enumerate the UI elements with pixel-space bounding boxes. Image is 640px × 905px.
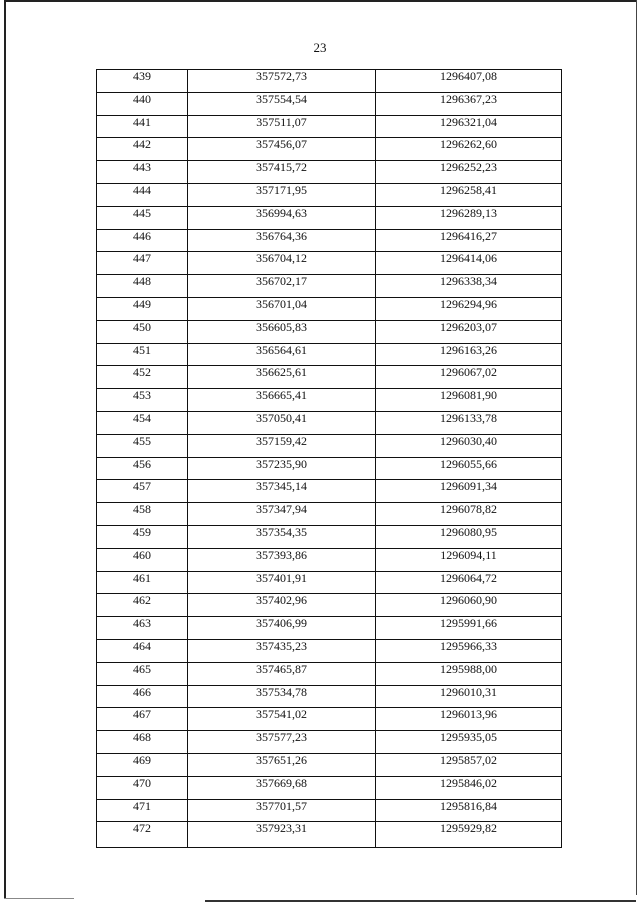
- x-coordinate-cell: 357651,26: [188, 753, 376, 776]
- table-row: [97, 685, 562, 708]
- y-coordinate-cell: 1296094,11: [376, 548, 562, 571]
- point-number-cell: 455: [97, 434, 188, 457]
- x-coordinate-cell: 356665,41: [188, 389, 376, 412]
- point-number-cell: 460: [97, 548, 188, 571]
- page-edge-left: [4, 0, 6, 899]
- table-row: [97, 297, 562, 320]
- y-coordinate-cell: 1296013,96: [376, 708, 562, 731]
- point-number-cell: 449: [97, 297, 188, 320]
- y-coordinate-cell: 1296080,95: [376, 525, 562, 548]
- y-coordinate-cell: 1296203,07: [376, 320, 562, 343]
- table-row: [97, 594, 562, 617]
- y-coordinate-cell: 1295929,82: [376, 822, 562, 848]
- y-coordinate-cell: 1296321,04: [376, 115, 562, 138]
- x-coordinate-cell: 357534,78: [188, 685, 376, 708]
- x-coordinate-cell: 357701,57: [188, 799, 376, 822]
- page-edge-bottom-left: [4, 898, 74, 899]
- point-number-cell: 445: [97, 206, 188, 229]
- table-row: [97, 138, 562, 161]
- table-row: [97, 731, 562, 754]
- point-number-cell: 454: [97, 411, 188, 434]
- table-row: [97, 662, 562, 685]
- x-coordinate-cell: 356701,04: [188, 297, 376, 320]
- point-number-cell: 443: [97, 161, 188, 184]
- point-number-cell: 469: [97, 753, 188, 776]
- table-row: [97, 457, 562, 480]
- y-coordinate-cell: 1296030,40: [376, 434, 562, 457]
- point-number-cell: 450: [97, 320, 188, 343]
- x-coordinate-cell: 357171,95: [188, 183, 376, 206]
- y-coordinate-cell: 1295935,05: [376, 731, 562, 754]
- x-coordinate-cell: 357541,02: [188, 708, 376, 731]
- x-coordinate-cell: 356564,61: [188, 343, 376, 366]
- y-coordinate-cell: 1295857,02: [376, 753, 562, 776]
- table-row: [97, 480, 562, 503]
- x-coordinate-cell: 357406,99: [188, 617, 376, 640]
- x-coordinate-cell: 357554,54: [188, 92, 376, 115]
- table-row: [97, 822, 562, 848]
- y-coordinate-cell: 1295846,02: [376, 776, 562, 799]
- point-number-cell: 440: [97, 92, 188, 115]
- point-number-cell: 459: [97, 525, 188, 548]
- x-coordinate-cell: 356764,36: [188, 229, 376, 252]
- point-number-cell: 447: [97, 252, 188, 275]
- point-number-cell: 466: [97, 685, 188, 708]
- point-number-cell: 472: [97, 822, 188, 848]
- page-edge-top: [6, 0, 636, 2]
- x-coordinate-cell: 357923,31: [188, 822, 376, 848]
- table-row: [97, 320, 562, 343]
- point-number-cell: 463: [97, 617, 188, 640]
- point-number-cell: 458: [97, 503, 188, 526]
- y-coordinate-cell: 1295966,33: [376, 639, 562, 662]
- table-row: [97, 252, 562, 275]
- x-coordinate-cell: 357393,86: [188, 548, 376, 571]
- table-row: [97, 92, 562, 115]
- x-coordinate-cell: 357354,35: [188, 525, 376, 548]
- x-coordinate-cell: 356605,83: [188, 320, 376, 343]
- y-coordinate-cell: 1296078,82: [376, 503, 562, 526]
- point-number-cell: 467: [97, 708, 188, 731]
- table-row: [97, 503, 562, 526]
- point-number-cell: 471: [97, 799, 188, 822]
- y-coordinate-cell: 1296416,27: [376, 229, 562, 252]
- point-number-cell: 439: [97, 70, 188, 93]
- table-row: [97, 548, 562, 571]
- point-number-cell: 456: [97, 457, 188, 480]
- x-coordinate-cell: 357456,07: [188, 138, 376, 161]
- point-number-cell: 457: [97, 480, 188, 503]
- y-coordinate-cell: 1295991,66: [376, 617, 562, 640]
- y-coordinate-cell: 1296081,90: [376, 389, 562, 412]
- table-row: [97, 366, 562, 389]
- y-coordinate-cell: 1296407,08: [376, 70, 562, 93]
- point-number-cell: 446: [97, 229, 188, 252]
- page-edge-right: [636, 0, 637, 895]
- y-coordinate-cell: 1296367,23: [376, 92, 562, 115]
- x-coordinate-cell: 357347,94: [188, 503, 376, 526]
- point-number-cell: 451: [97, 343, 188, 366]
- table-row: [97, 708, 562, 731]
- point-number-cell: 464: [97, 639, 188, 662]
- table-row: [97, 776, 562, 799]
- x-coordinate-cell: 357669,68: [188, 776, 376, 799]
- page-number: 23: [313, 40, 327, 55]
- x-coordinate-cell: 357401,91: [188, 571, 376, 594]
- point-number-cell: 448: [97, 275, 188, 298]
- table-row: [97, 183, 562, 206]
- table-row: [97, 229, 562, 252]
- coordinates-table: [96, 69, 562, 848]
- y-coordinate-cell: 1296055,66: [376, 457, 562, 480]
- y-coordinate-cell: 1296010,31: [376, 685, 562, 708]
- table-row: [97, 70, 562, 93]
- x-coordinate-cell: 357465,87: [188, 662, 376, 685]
- table-row: [97, 115, 562, 138]
- table-row: [97, 343, 562, 366]
- x-coordinate-cell: 356702,17: [188, 275, 376, 298]
- point-number-cell: 441: [97, 115, 188, 138]
- point-number-cell: 470: [97, 776, 188, 799]
- point-number-cell: 453: [97, 389, 188, 412]
- y-coordinate-cell: 1296133,78: [376, 411, 562, 434]
- y-coordinate-cell: 1295816,84: [376, 799, 562, 822]
- table-row: [97, 275, 562, 298]
- table-row: [97, 639, 562, 662]
- table-row: [97, 753, 562, 776]
- table-row: [97, 411, 562, 434]
- point-number-cell: 465: [97, 662, 188, 685]
- y-coordinate-cell: 1296338,34: [376, 275, 562, 298]
- y-coordinate-cell: 1296064,72: [376, 571, 562, 594]
- table-row: [97, 799, 562, 822]
- y-coordinate-cell: 1296262,60: [376, 138, 562, 161]
- table-row: [97, 161, 562, 184]
- y-coordinate-cell: 1295988,00: [376, 662, 562, 685]
- x-coordinate-cell: 357572,73: [188, 70, 376, 93]
- point-number-cell: 468: [97, 731, 188, 754]
- x-coordinate-cell: 356994,63: [188, 206, 376, 229]
- y-coordinate-cell: 1296258,41: [376, 183, 562, 206]
- y-coordinate-cell: 1296252,23: [376, 161, 562, 184]
- x-coordinate-cell: 357159,42: [188, 434, 376, 457]
- y-coordinate-cell: 1296163,26: [376, 343, 562, 366]
- x-coordinate-cell: 356625,61: [188, 366, 376, 389]
- x-coordinate-cell: 357402,96: [188, 594, 376, 617]
- y-coordinate-cell: 1296289,13: [376, 206, 562, 229]
- coordinates-table-body: [97, 70, 562, 848]
- y-coordinate-cell: 1296414,06: [376, 252, 562, 275]
- y-coordinate-cell: 1296060,90: [376, 594, 562, 617]
- table-row: [97, 617, 562, 640]
- point-number-cell: 444: [97, 183, 188, 206]
- point-number-cell: 452: [97, 366, 188, 389]
- table-row: [97, 571, 562, 594]
- point-number-cell: 461: [97, 571, 188, 594]
- x-coordinate-cell: 356704,12: [188, 252, 376, 275]
- table-row: [97, 525, 562, 548]
- x-coordinate-cell: 357235,90: [188, 457, 376, 480]
- x-coordinate-cell: 357050,41: [188, 411, 376, 434]
- y-coordinate-cell: 1296294,96: [376, 297, 562, 320]
- y-coordinate-cell: 1296091,34: [376, 480, 562, 503]
- point-number-cell: 462: [97, 594, 188, 617]
- page-edge-bottom: [205, 900, 636, 902]
- table-row: [97, 206, 562, 229]
- x-coordinate-cell: 357577,23: [188, 731, 376, 754]
- table-row: [97, 434, 562, 457]
- y-coordinate-cell: 1296067,02: [376, 366, 562, 389]
- x-coordinate-cell: 357435,23: [188, 639, 376, 662]
- x-coordinate-cell: 357345,14: [188, 480, 376, 503]
- table-row: [97, 389, 562, 412]
- point-number-cell: 442: [97, 138, 188, 161]
- x-coordinate-cell: 357511,07: [188, 115, 376, 138]
- x-coordinate-cell: 357415,72: [188, 161, 376, 184]
